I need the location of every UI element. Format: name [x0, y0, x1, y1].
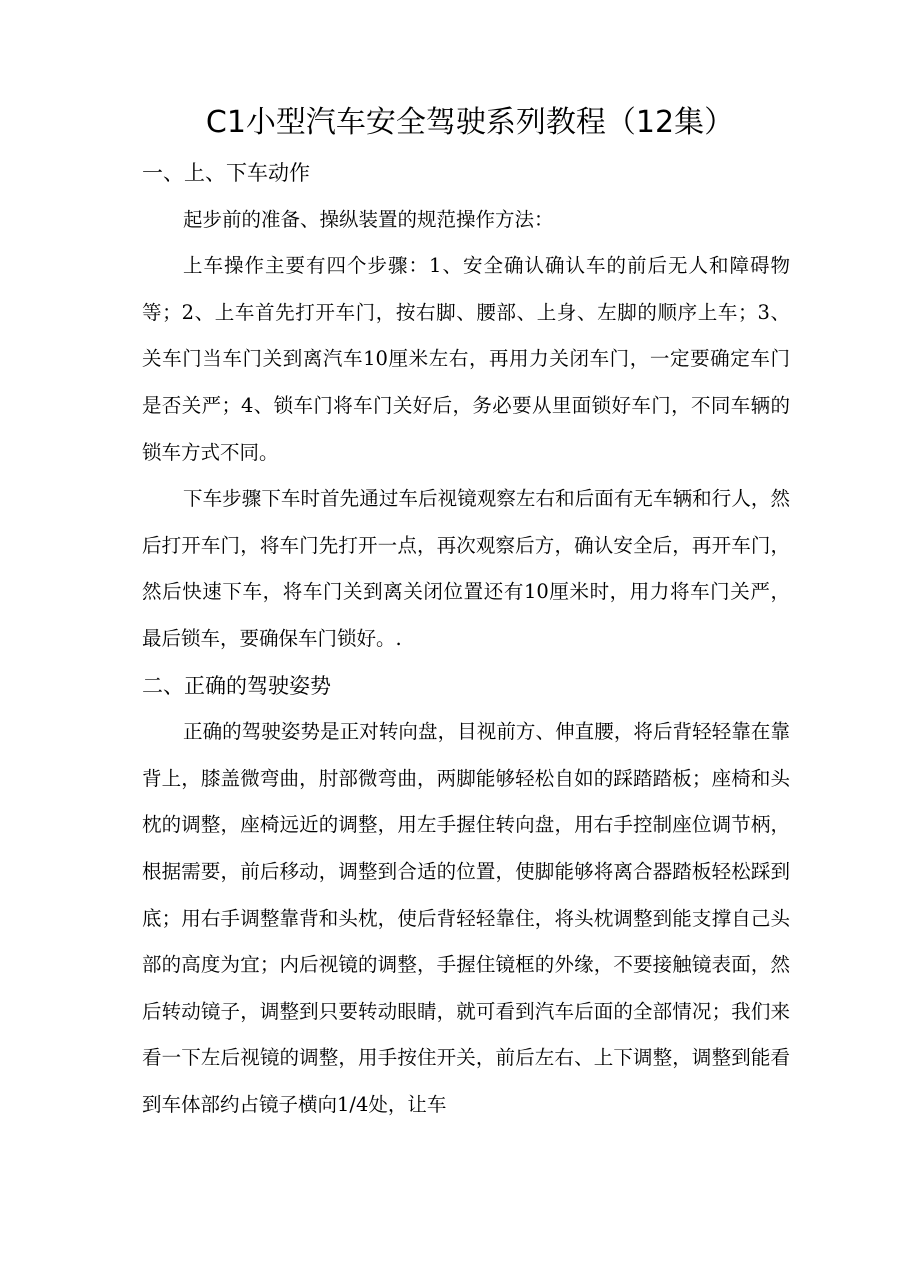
- paragraph-prep-intro: 起步前的准备、操纵装置的规范操作方法：: [183, 207, 554, 231]
- paragraph-boarding-steps: 上车操作主要有四个步骤：1、安全确认确认车的前后无人和障碍物等；2、上车首先打开车门，按右脚、腰部、上身、左脚的顺序上车；3、关车门当车门关到离汽车10厘米左右，再用力关闭车门，一定要确定车门是否关严；4、锁车门将车门关好后，务必要从里面锁好车门，不同车辆的锁车方式不同。: [142, 254, 790, 464]
- section-heading-1: 一、上、下车动作: [142, 161, 310, 185]
- document-body: [142, 150, 790, 1128]
- section-heading-2: 二、正确的驾驶姿势: [142, 673, 331, 698]
- document-title: C1小型汽车安全驾驶系列教程（12集）: [205, 105, 735, 140]
- paragraph-exiting-steps: 下车步骤下车时首先通过车后视镜观察左右和后面有无车辆和行人，然后打开车门，将车门先打开一点，再次观察后方，确认安全后，再开车门，然后快速下车，将车门关到离关闭位置还有10厘米时，用力将车门关严，最后锁车，要确保车门锁好。.: [142, 487, 790, 650]
- paragraph-driving-posture: 正确的驾驶姿势是正对转向盘，目视前方、伸直腰，将后背轻轻靠在靠背上，膝盖微弯曲，肘部微弯曲，两脚能够轻松自如的踩踏踏板；座椅和头枕的调整，座椅远近的调整，用左手握住转向盘，用右手控制座位调节柄，根据需要，前后移动，调整到合适的位置，使脚能够将离合器踏板轻松踩到底；用右手调整靠背和头枕，使后背轻轻靠住，将头枕调整到能支撑自己头部的高度为宜；内后视镜的调整，手握住镜框的外缘，不要接触镜表面，然后转动镜子，调整到只要转动眼睛，就可看到汽车后面的全部情况；我们来看一下左后视镜的调整，用手按住开关，前后左右、上下调整，调整到能看到车体部约占镜子横向1/4处，让车: [142, 720, 790, 1116]
